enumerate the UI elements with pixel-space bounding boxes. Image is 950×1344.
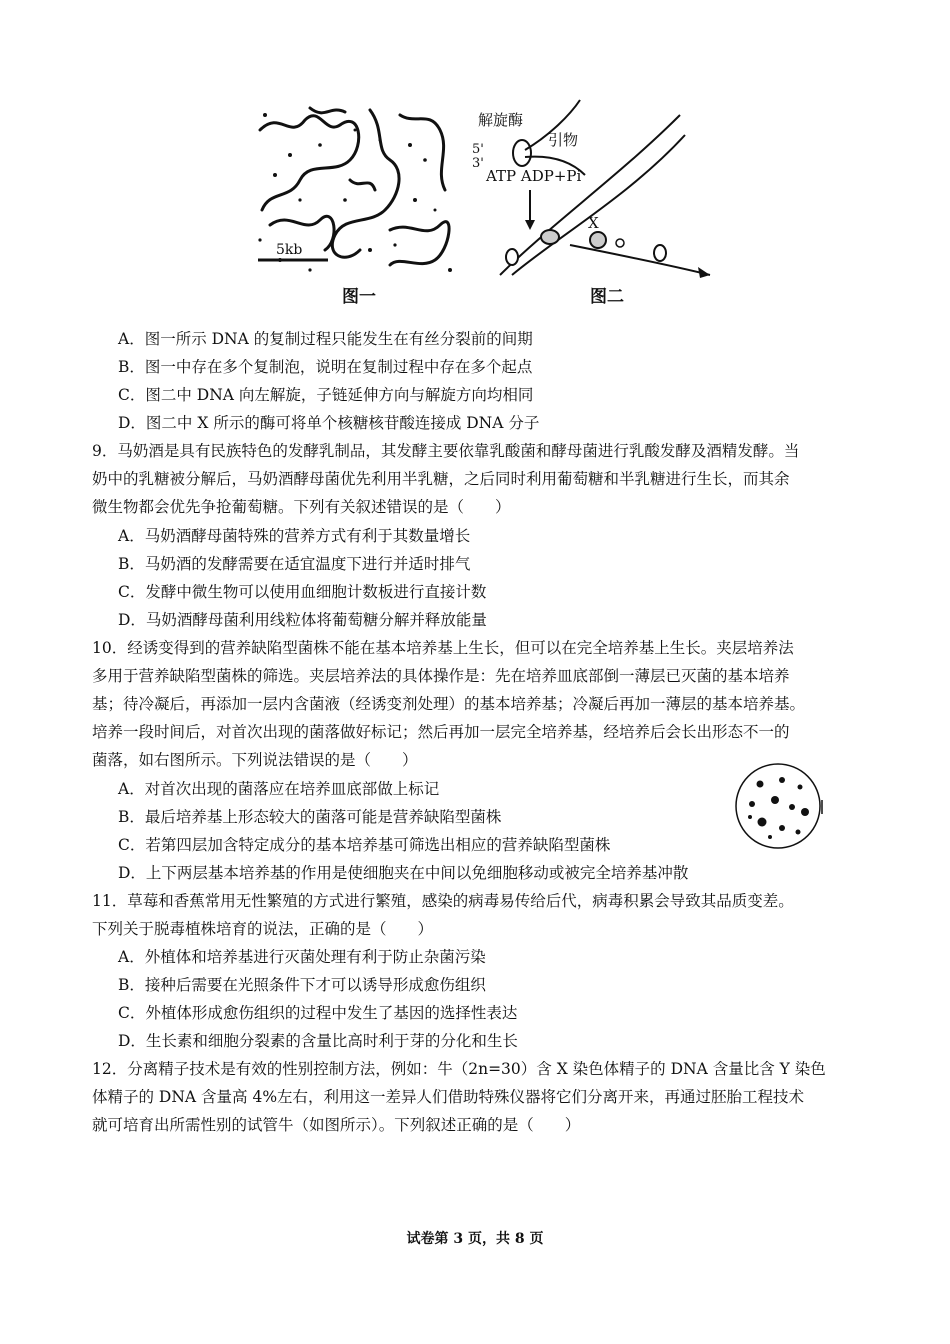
q10-stem-line-1: 10．经诱变得到的营养缺陷型菌株不能在基本培养基上生长，但可以在完全培养基上生长。夹层培养法 bbox=[92, 639, 794, 657]
q11-stem-line-1: 11．草莓和香蕉常用无性繁殖的方式进行繁殖，感染的病毒易传给后代，病毒积累会导致其品质变差。 bbox=[92, 892, 794, 910]
q9-stem-line-1: 9．马奶酒是具有民族特色的发酵乳制品，其发酵主要依靠乳酸菌和酵母菌进行乳酸发酵及酒精发酵。当 bbox=[92, 442, 800, 460]
q12-stem-line-3: 就可培育出所需性别的试管牛（如图所示）。下列叙述正确的是（ ） bbox=[92, 1116, 581, 1134]
figure1-caption: 图一 bbox=[342, 287, 376, 307]
q10-stem-line-3: 基；待冷凝后，再添加一层内含菌液（经诱变剂处理）的基本培养基；冷凝后再加一薄层的基本培养基。 bbox=[92, 695, 806, 713]
q8-option-d: D．图二中 X 所示的酶可将单个核糖核苷酸连接成 DNA 分子 bbox=[118, 414, 540, 432]
q8-option-b: B．图一中存在多个复制泡，说明在复制过程中存在多个起点 bbox=[118, 358, 533, 376]
q10-option-a: A．对首次出现的菌落应在培养皿底部做上标记 bbox=[118, 780, 440, 798]
helicase-label: 解旋酶 bbox=[478, 111, 524, 129]
q10-stem-line-2: 多用于营养缺陷型菌株的筛选。夹层培养法的具体操作是：先在培养皿底部倒一薄层已灭菌的基本培养 bbox=[92, 667, 790, 685]
figure2-replication-fork bbox=[470, 95, 720, 285]
end3-label: 3' bbox=[472, 156, 484, 171]
q9-option-b: B．马奶酒的发酵需要在适宜温度下进行并适时排气 bbox=[118, 555, 471, 573]
q10-option-d: D．上下两层基本培养基的作用是使细胞夹在中间以免细胞移动或被完全培养基冲散 bbox=[118, 864, 689, 882]
scale-label: 5kb bbox=[276, 242, 303, 258]
q11-option-a: A．外植体和培养基进行灭菌处理有利于防止杂菌污染 bbox=[118, 948, 486, 966]
q8-option-c: C．图二中 DNA 向左解旋，子链延伸方向与解旋方向均相同 bbox=[118, 386, 534, 404]
q8-option-a: A．图一所示 DNA 的复制过程只能发生在有丝分裂前的间期 bbox=[118, 330, 533, 348]
energy-label: ATP ADP+Pi bbox=[486, 167, 582, 185]
q12-stem-line-1: 12．分离精子技术是有效的性别控制方法，例如：牛（2n=30）含 X 染色体精子的 DNA 含量比含 Y 染色 bbox=[92, 1060, 826, 1078]
figure2-caption: 图二 bbox=[590, 287, 624, 307]
q11-option-b: B．接种后需要在光照条件下才可以诱导形成愈伤组织 bbox=[118, 976, 486, 994]
primer-label: 引物 bbox=[548, 131, 579, 149]
q9-stem-line-3: 微生物都会优先争抢葡萄糖。下列有关叙述错误的是（ ） bbox=[92, 498, 511, 516]
q9-option-a: A．马奶酒酵母菌特殊的营养方式有利于其数量增长 bbox=[118, 527, 471, 545]
q10-option-b: B．最后培养基上形态较大的菌落可能是营养缺陷型菌株 bbox=[118, 808, 502, 826]
petri-dish-figure bbox=[730, 762, 830, 852]
q9-stem-line-2: 奶中的乳糖被分解后，马奶酒酵母菌优先利用半乳糖，之后同时利用葡萄糖和半乳糖进行生长，而其余 bbox=[92, 470, 790, 488]
q9-option-c: C．发酵中微生物可以使用血细胞计数板进行直接计数 bbox=[118, 583, 487, 601]
q12-stem-line-2: 体精子的 DNA 含量高 4%左右，利用这一差异人们借助特殊仪器将它们分离开来，再通过胚胎工程技术 bbox=[92, 1088, 805, 1106]
q10-stem-line-4: 培养一段时间后，对首次出现的菌落做好标记；然后再加一层完全培养基，经培养后会长出形态不一的 bbox=[92, 723, 790, 741]
q10-option-c: C．若第四层加含特定成分的基本培养基可筛选出相应的营养缺陷型菌株 bbox=[118, 836, 611, 854]
end5-label: 5' bbox=[472, 142, 484, 157]
q11-stem-line-2: 下列关于脱毒植株培育的说法，正确的是（ ） bbox=[92, 920, 434, 938]
q11-option-c: C．外植体形成愈伤组织的过程中发生了基因的选择性表达 bbox=[118, 1004, 518, 1022]
figure1-replication-bubbles bbox=[250, 100, 460, 280]
q9-option-d: D．马奶酒酵母菌利用线粒体将葡萄糖分解并释放能量 bbox=[118, 611, 487, 629]
page-footer: 试卷第 3 页，共 8 页 bbox=[406, 1231, 544, 1247]
x-label: X bbox=[588, 214, 599, 232]
q11-option-d: D．生长素和细胞分裂素的含量比高时利于芽的分化和生长 bbox=[118, 1032, 518, 1050]
q10-stem-line-5: 菌落，如右图所示。下列说法错误的是（ ） bbox=[92, 751, 418, 769]
